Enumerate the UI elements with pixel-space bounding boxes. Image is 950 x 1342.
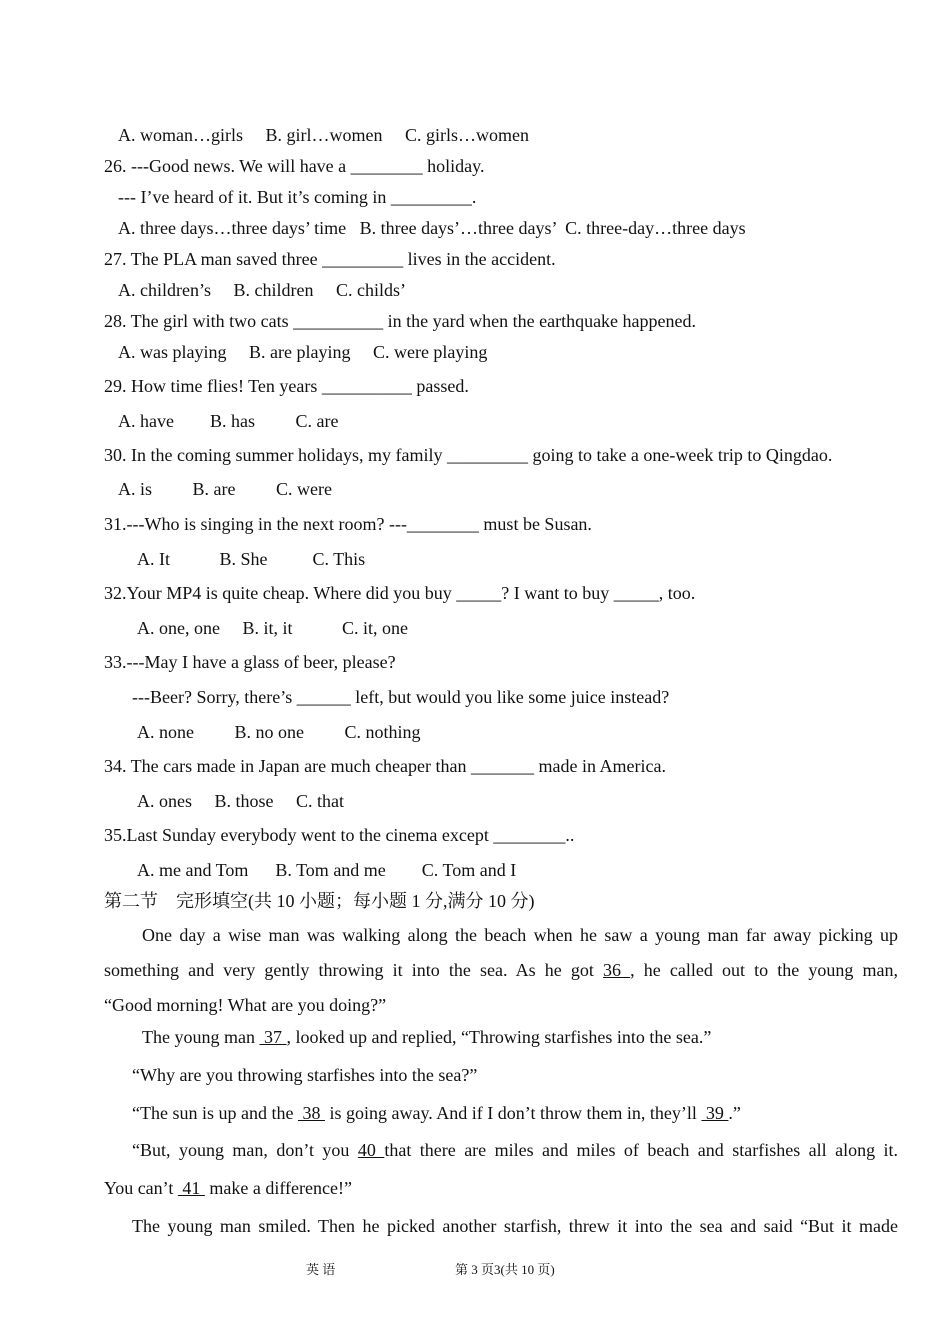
blank-41: 41 <box>177 1178 205 1198</box>
q27-options: A. children’s B. children C. childs’ <box>118 280 406 300</box>
footer-subject: 英 语 <box>306 1262 336 1277</box>
blank-37: 37 <box>259 1027 287 1047</box>
passage-p1-line3: “Good morning! What are you doing?” <box>104 995 387 1015</box>
blank-38: 38 <box>297 1103 325 1123</box>
q26-reply: --- I’ve heard of it. But it’s coming in _________. <box>118 187 477 207</box>
q34-options: A. ones B. those C. that <box>137 791 344 811</box>
q26-options: A. three days…three days’ time B. three days’…three days’ C. three-day…three days <box>118 218 746 238</box>
blank-40: 40 <box>357 1140 385 1160</box>
passage-p6 <box>104 1177 352 1199</box>
passage-text: that there are miles and miles of beach and starfishes all along it. <box>384 1140 899 1160</box>
passage-p7: The young man smiled. Then he picked another starfish, threw it into the sea and said “But it made <box>132 1216 898 1236</box>
passage-text: something and very gently throwing it into the sea. As he got <box>104 960 594 980</box>
q33-reply: ---Beer? Sorry, there’s ______ left, but would you like some juice instead? <box>132 687 670 707</box>
passage-text: “But, young man, don’t you <box>132 1140 350 1160</box>
q35-stem: 35.Last Sunday everybody went to the cinema except ________.. <box>104 825 575 845</box>
q33-stem: 33.---May I have a glass of beer, please? <box>104 652 396 672</box>
blank-39: 39 <box>701 1103 729 1123</box>
q26-stem: 26. ---Good news. We will have a ________ holiday. <box>104 156 485 176</box>
blank-36: 36 <box>603 960 631 980</box>
passage-text: “The sun is up and the <box>132 1103 294 1123</box>
passage-text: The young man <box>142 1027 255 1047</box>
passage-text: , he called out to the young man, <box>630 960 899 980</box>
q35-options: A. me and Tom B. Tom and me C. Tom and I <box>137 860 517 880</box>
q28-stem: 28. The girl with two cats __________ in the yard when the earthquake happened. <box>104 311 697 331</box>
q25-options: A. woman…girls B. girl…women C. girls…women <box>118 125 529 145</box>
q27-stem: 27. The PLA man saved three _________ lives in the accident. <box>104 249 556 269</box>
passage-text: You can’t <box>104 1178 174 1198</box>
passage-p2 <box>142 1026 711 1048</box>
q32-options: A. one, one B. it, it C. it, one <box>137 618 408 638</box>
section-heading: 第二节 完形填空(共 10 小题；每小题 1 分,满分 10 分) <box>104 891 535 911</box>
passage-text: .” <box>728 1103 741 1123</box>
passage-p3: “Why are you throwing starfishes into the sea?” <box>132 1065 478 1085</box>
q28-options: A. was playing B. are playing C. were playing <box>118 342 488 362</box>
q29-options: A. have B. has C. are <box>118 411 339 431</box>
passage-p5 <box>104 1139 898 1161</box>
q31-stem: 31.---Who is singing in the next room? ---________ must be Susan. <box>104 514 592 534</box>
footer-page-number: 第 3 页3(共 10 页) <box>455 1262 555 1277</box>
passage-text: is going away. And if I don’t throw them in, they’ll <box>329 1103 697 1123</box>
passage-p4 <box>132 1102 741 1124</box>
passage-p1-line1: One day a wise man was walking along the beach when he saw a young man far away picking up <box>142 925 898 945</box>
q29-stem: 29. How time flies! Ten years __________ passed. <box>104 376 469 396</box>
passage-text: make a difference!” <box>209 1178 352 1198</box>
q30-options: A. is B. are C. were <box>118 479 332 499</box>
q30-stem: 30. In the coming summer holidays, my family _________ going to take a one-week trip to Qingdao. <box>104 445 833 465</box>
q31-options: A. It B. She C. This <box>137 549 366 569</box>
passage-text: , looked up and replied, “Throwing starfishes into the sea.” <box>286 1027 712 1047</box>
q32-stem: 32.Your MP4 is quite cheap. Where did you buy _____? I want to buy _____, too. <box>104 583 696 603</box>
q33-options: A. none B. no one C. nothing <box>137 722 421 742</box>
passage-p1-line2 <box>104 959 898 981</box>
q34-stem: 34. The cars made in Japan are much cheaper than _______ made in America. <box>104 756 666 776</box>
